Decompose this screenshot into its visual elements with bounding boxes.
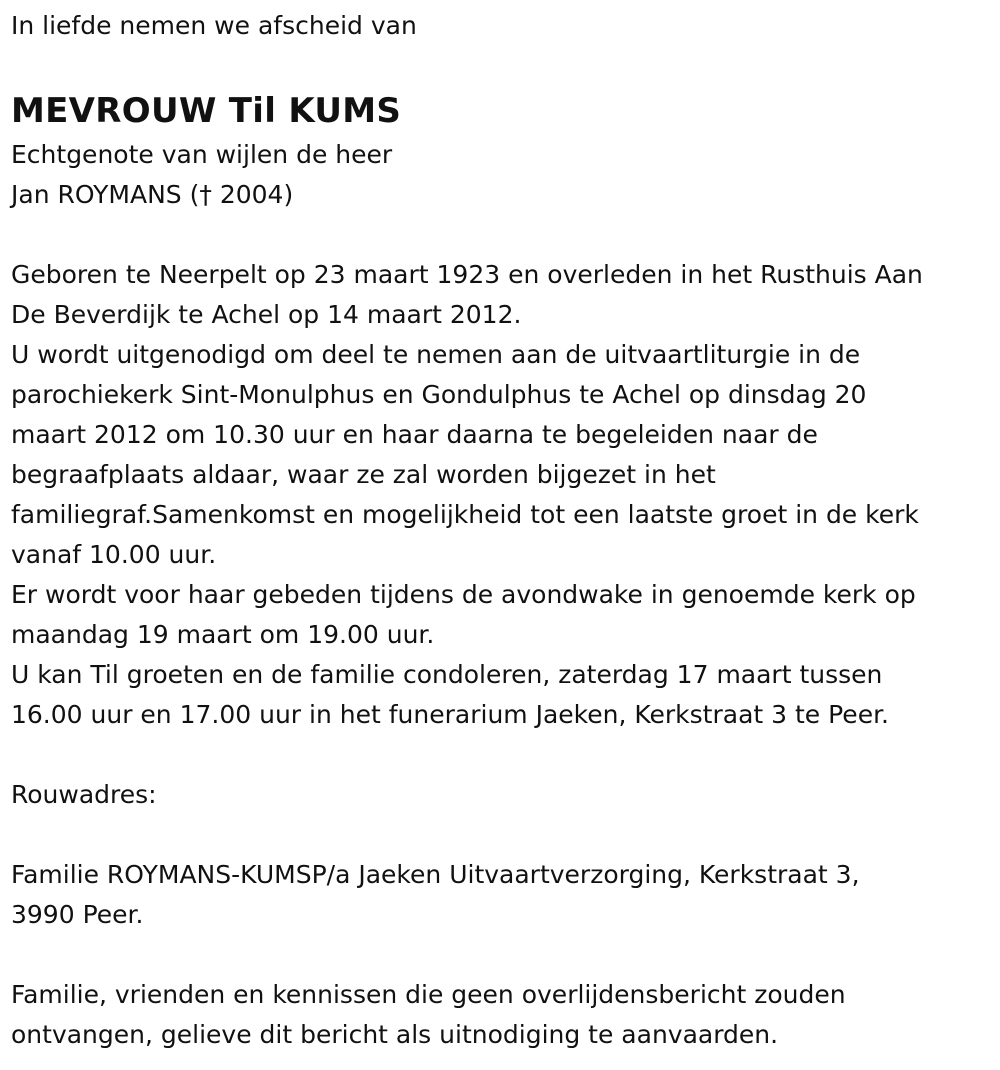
body-line: U wordt uitgenodigd om deel te nemen aan de uitvaartliturgie in de <box>11 340 861 369</box>
spouse-line-1: Echtgenote van wijlen de heer <box>11 140 393 169</box>
closing-text <box>11 975 991 1055</box>
closing-line: ontvangen, gelieve dit bericht als uitnodiging te aanvaarden. <box>11 1020 779 1049</box>
body-line: parochiekerk Sint-Monulphus en Gondulphus te Achel op dinsdag 20 <box>11 380 867 409</box>
notice-body <box>11 255 991 735</box>
body-line: U kan Til groeten en de familie condoleren, zaterdag 17 maart tussen <box>11 660 883 689</box>
address-line: 3990 Peer. <box>11 900 144 929</box>
body-line: maart 2012 om 10.30 uur en haar daarna te begeleiden naar de <box>11 420 818 449</box>
spouse-line-2: Jan ROYMANS († 2004) <box>11 180 294 209</box>
deceased-name-title: MEVROUW Til KUMS <box>11 91 402 131</box>
body-line: vanaf 10.00 uur. <box>11 540 217 569</box>
body-line: De Beverdijk te Achel op 14 maart 2012. <box>11 300 522 329</box>
body-line: Geboren te Neerpelt op 23 maart 1923 en overleden in het Rusthuis Aan <box>11 260 923 289</box>
spacer <box>11 935 991 975</box>
spacer <box>11 735 991 775</box>
spacer <box>11 815 991 855</box>
body-line: 16.00 uur en 17.00 uur in het funerarium Jaeken, Kerkstraat 3 te Peer. <box>11 700 890 729</box>
body-line: maandag 19 maart om 19.00 uur. <box>11 620 435 649</box>
body-line: familiegraf.Samenkomst en mogelijkheid tot een laatste groet in de kerk <box>11 500 919 529</box>
mourning-address <box>11 855 991 935</box>
body-line: begraafplaats aldaar, waar ze zal worden bijgezet in het <box>11 460 716 489</box>
closing-line: Familie, vrienden en kennissen die geen overlijdensbericht zouden <box>11 980 846 1009</box>
address-line: Familie ROYMANS-KUMSP/a Jaeken Uitvaartverzorging, Kerkstraat 3, <box>11 860 860 889</box>
body-line: Er wordt voor haar gebeden tijdens de avondwake in genoemde kerk op <box>11 580 916 609</box>
death-notice <box>11 6 991 1055</box>
spacer <box>11 215 991 255</box>
mourning-address-label: Rouwadres: <box>11 780 157 809</box>
intro-text: In liefde nemen we afscheid van <box>11 11 417 40</box>
